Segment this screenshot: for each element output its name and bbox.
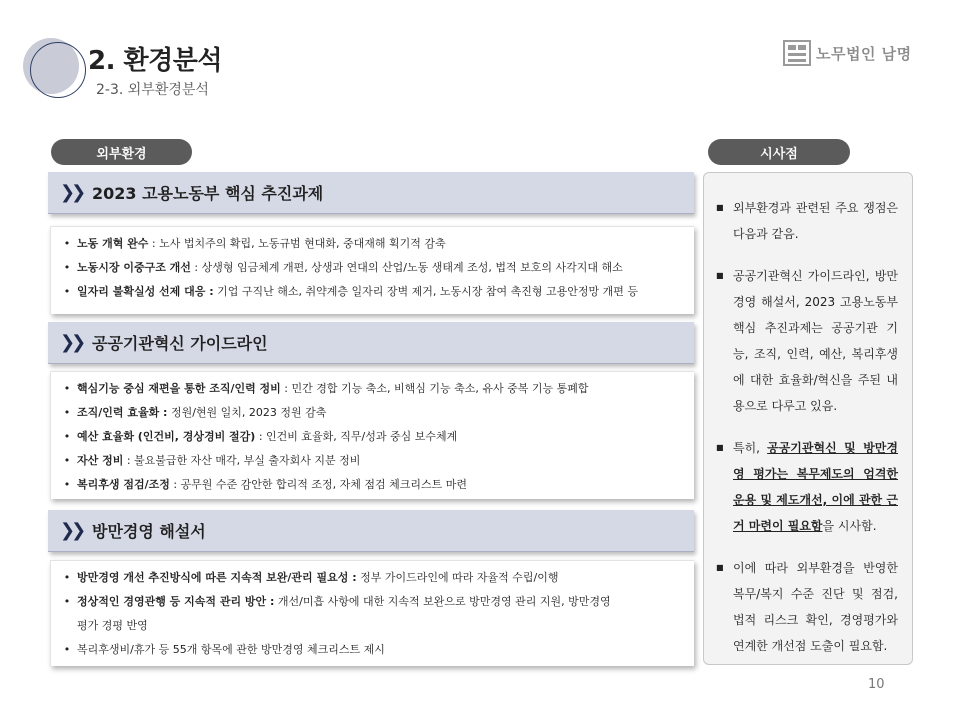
bullet-icon: • xyxy=(63,595,71,608)
section-content-box xyxy=(50,371,694,499)
company-logo xyxy=(783,40,912,66)
header-decor-ring xyxy=(30,42,86,98)
bullet-icon: • xyxy=(63,571,71,584)
logo-mark-icon xyxy=(783,40,811,66)
list-item: • 조직/인력 효율화 : 정원/현원 일치, 2023 정원 감축 xyxy=(57,401,694,425)
list-item: • 복리후생비/휴가 등 55개 항목에 관한 방만경영 체크리스트 제시 xyxy=(57,638,694,662)
emphasized-text: 공공기관혁신 및 방만경영 평가는 복무제도의 엄격한 운용 및 제도개선, 이에 관한 근거 마련이 필요함 xyxy=(733,441,898,533)
list-item: • 방만경영 개선 추진방식에 따른 지속적 보완/관리 필요성 : 정부 가이드라인에 따라 자율적 수립/이행 xyxy=(57,566,694,590)
bullet-icon: • xyxy=(63,285,71,298)
section-title: 방만경영 해설서 xyxy=(92,522,206,541)
list-item: • 노동시장 이중구조 개선 : 상생형 임금체계 개편, 상생과 연대의 산업/노동 생태계 조성, 법적 보호의 사각지대 해소 xyxy=(57,256,694,280)
list-item: • 핵심기능 중심 재편을 통한 조직/인력 정비 : 민간 경합 기능 축소, 비핵심 기능 축소, 유사 중복 기능 통폐합 xyxy=(57,377,694,401)
section-title: 공공기관혁신 가이드라인 xyxy=(92,334,268,353)
section-title: 2023 고용노동부 핵심 추진과제 xyxy=(92,184,324,203)
bullet-icon: • xyxy=(63,478,71,491)
section-title-bar xyxy=(48,172,694,214)
section-title-bar xyxy=(48,322,694,364)
list-item: • 노동 개혁 완수 : 노사 법치주의 확립, 노동규범 현대화, 중대재해 획기적 감축 xyxy=(57,232,694,256)
section-content-box xyxy=(50,560,694,666)
bullet-icon: • xyxy=(63,382,71,395)
implications-panel xyxy=(703,172,913,665)
bullet-icon: • xyxy=(63,261,71,274)
list-item: • 일자리 불확실성 선제 대응 : 기업 구직난 해소, 취약계층 일자리 장벽 제거, 노동시장 참여 촉진형 고용안정망 개편 등 xyxy=(57,280,694,304)
double-chevron-icon: ❯❯ xyxy=(60,520,83,541)
square-bullet-icon: ■ xyxy=(716,271,724,280)
page-subtitle: 2-3. 외부환경분석 xyxy=(96,82,209,98)
implication-paragraph: ■ 외부환경과 관련된 주요 쟁점은 다음과 같음. xyxy=(716,195,898,247)
list-item: • 자산 정비 : 불요불급한 자산 매각, 부실 출자회사 지분 정비 xyxy=(57,449,694,473)
bullet-icon: • xyxy=(63,430,71,443)
list-item-continuation: 평가 경평 반영 xyxy=(77,619,148,632)
logo-text: 노무법인 남명 xyxy=(816,44,912,63)
square-bullet-icon: ■ xyxy=(716,563,724,572)
list-item: • 정상적인 경영관행 등 지속적 관리 방안 : 개선/미흡 사항에 대한 지속적 보완으로 방만경영 관리 지원, 방만경영 xyxy=(57,590,694,614)
page-number: 10 xyxy=(868,677,885,692)
list-item: • 예산 효율화 (인건비, 경상경비 절감) : 인건비 효율화, 직무/성과 중심 보수체계 xyxy=(57,425,694,449)
bullet-icon: • xyxy=(63,643,71,656)
implications-label: 시사점 xyxy=(708,139,850,165)
double-chevron-icon: ❯❯ xyxy=(60,332,83,353)
list-item: • 복리후생 점검/조정 : 공무원 수준 감안한 합리적 조정, 자체 점검 체크리스트 마련 xyxy=(57,473,694,497)
square-bullet-icon: ■ xyxy=(716,203,724,212)
section-title-bar xyxy=(48,510,694,552)
double-chevron-icon: ❯❯ xyxy=(60,182,83,203)
section-content-box xyxy=(50,226,694,314)
bullet-icon: • xyxy=(63,454,71,467)
implication-paragraph: ■ 이에 따라 외부환경을 반영한 복무/복지 수준 진단 및 점검, 법적 리스크 확인, 경영평가와 연계한 개선점 도출이 필요함. xyxy=(716,555,898,659)
page-title: 2. 환경분석 xyxy=(88,46,222,76)
bullet-icon: • xyxy=(63,406,71,419)
implication-paragraph: ■ 공공기관혁신 가이드라인, 방만경영 해설서, 2023 고용노동부 핵심 추진과제는 공공기관 기능, 조직, 인력, 예산, 복리후생에 대한 효율화/혁신을 주된 내용으로 다루고 있음. xyxy=(716,263,898,419)
square-bullet-icon: ■ xyxy=(716,443,724,452)
external-environment-label: 외부환경 xyxy=(51,139,192,165)
bullet-icon: • xyxy=(63,237,71,250)
implication-paragraph: ■ 특히, 공공기관혁신 및 방만경영 평가는 복무제도의 엄격한 운용 및 제도개선, 이에 관한 근거 마련이 필요함을 시사함. xyxy=(716,435,898,539)
